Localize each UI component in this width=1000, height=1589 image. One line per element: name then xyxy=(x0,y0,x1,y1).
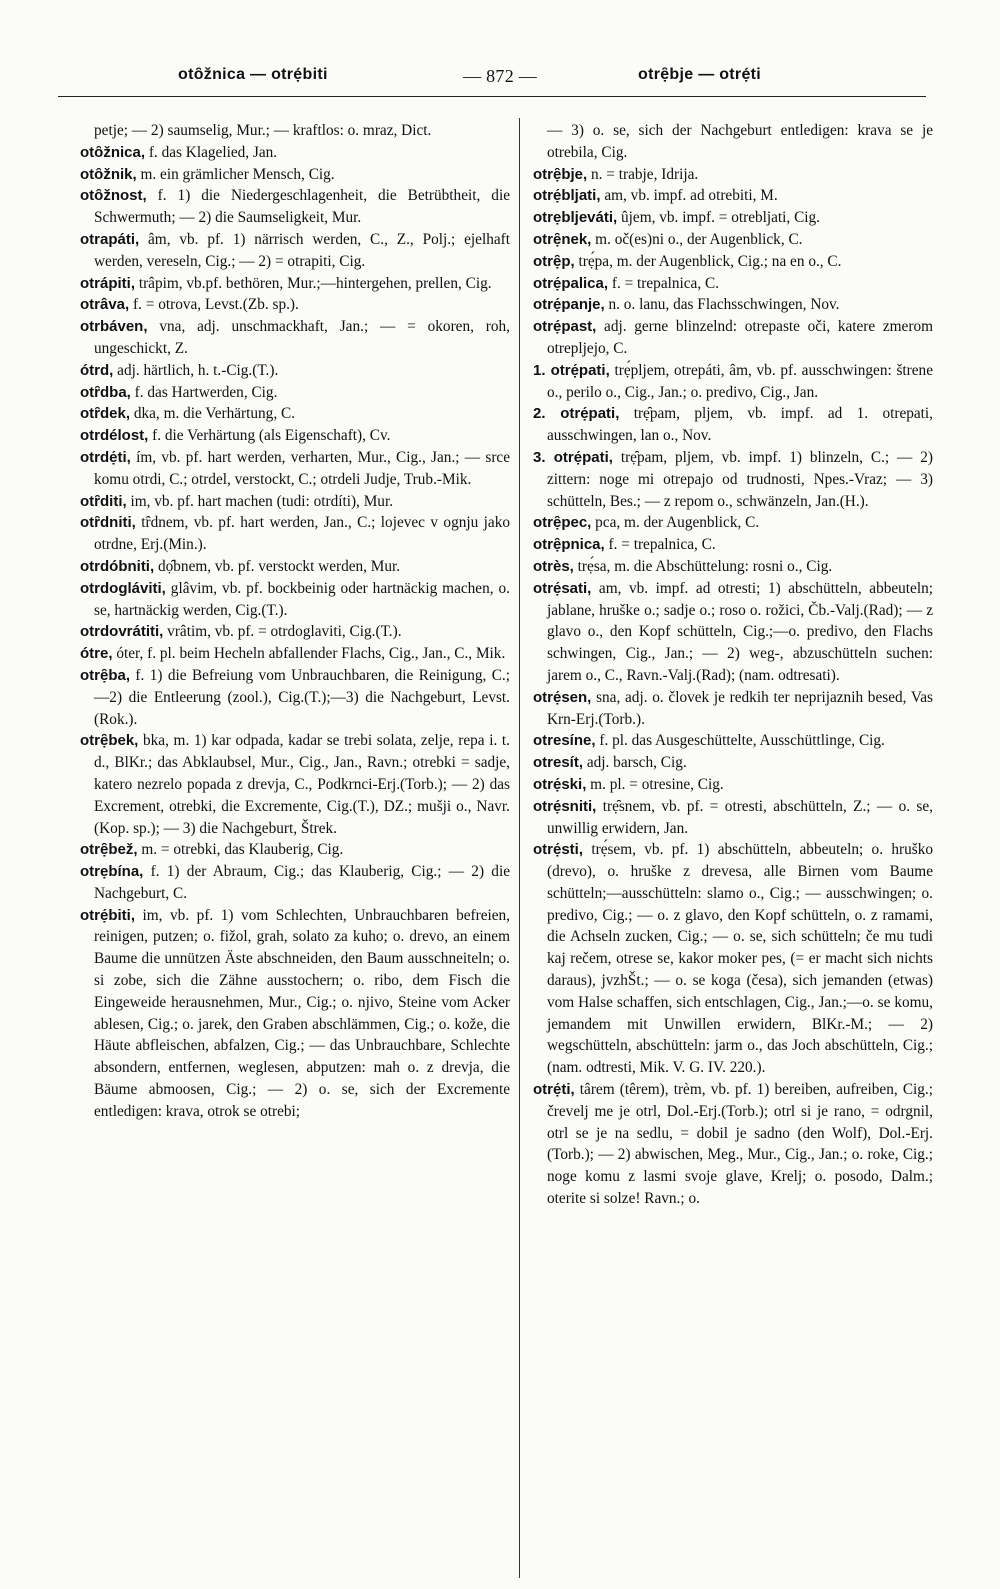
entry-definition: adj. barsch, Cig. xyxy=(583,754,687,772)
entry-definition: trẹ̑pam, pljem, vb. impf. ad 1. otrepati, ausschwingen, lan o., Nov. xyxy=(547,405,937,445)
column-divider xyxy=(519,118,520,1578)
entry-definition: vrâtim, vb. pf. = otrdoglaviti, Cig.(T.). xyxy=(163,623,402,641)
entry-headword: otrẹ́sti, xyxy=(533,841,584,859)
dictionary-entry xyxy=(533,774,933,796)
dictionary-entry xyxy=(80,730,514,839)
entry-definition: ûjem, vb. impf. = otrebljati, Cig. xyxy=(617,209,820,227)
entry-definition: m. ein grämlicher Mensch, Cig. xyxy=(136,165,335,183)
entry-headword: otrẹ́ski, xyxy=(533,775,587,793)
entry-headword: otrâva, xyxy=(80,296,130,314)
dictionary-entry xyxy=(533,294,933,316)
dictionary-entry xyxy=(80,229,514,273)
entry-headword: otȏžnik, xyxy=(80,165,137,183)
entry-definition: bka, m. 1) kar odpada, kadar se trebi solata, zelje, repa i. t. d., BlKr.; das Abklaubsel, Mur., Cig., Jan., Ravn.; otrebki = sadje, katero nezrelo popada z drevja, C., Podkrnci-Erj.(Torb.); — 2) das Excrement, otrebki, die Excremente, Cig.(T.), DZ.; mušji o., Navr.(Kop. sp.); — 3) die Nachgeburt, Štrek. xyxy=(94,732,514,837)
dictionary-entry xyxy=(80,556,510,578)
entry-headword: ótre, xyxy=(80,645,113,663)
entry-definition: trẹ́sem, vb. pf. 1) abschütteln, abbeuteln; o. hruško (drevo), o. hruške z drevesa, alle Birnen vom Baume schütteln;—ausschütteln: slamo o., Cig.; — ausschwingen; o. predivo, Cig.; — o. z glavo, den Kopf schütteln, o. z ramami, die Achseln zucken, Cig.; — o. se, sich schütteln; če mu tudi kaj rečem, otrese se, kakor moker pes, (= er macht sich nichts daraus), jvzhŠt.; — o. se koga (česa), sich jemanden (etwas) vom Halse schaffen, sich entschlagen, Cig., Jan.;—o. se komu, jemandem mit Unwillen erwidern, BlKr.-M.; — 2) wegschütteln, abschütteln: jarm o., das Joch abschütteln, Cig.; (nam. odtresti, Mik. V. G. IV. 220.). xyxy=(547,841,937,1077)
dictionary-entry xyxy=(80,120,510,142)
entry-headword: otrẹ̑bek, xyxy=(80,732,139,750)
right-column xyxy=(533,120,937,1210)
dictionary-entry xyxy=(533,403,937,447)
header-right-guide-words: otrẹ̑bje — otrẹ́ti xyxy=(638,66,762,83)
entry-definition: dọ̑bnem, vb. pf. verstockt werden, Mur. xyxy=(154,557,401,575)
entry-headword: otȓdniti, xyxy=(80,514,136,532)
entry-definition: f. die Verhärtung (als Eigenschaft), Cv. xyxy=(148,427,391,445)
entry-definition: m. pl. = otresine, Cig. xyxy=(586,775,724,793)
entry-definition: am, vb. impf. ad otrebiti, M. xyxy=(600,187,778,205)
entry-definition: f. das Klagelied, Jan. xyxy=(145,143,278,161)
dictionary-entry xyxy=(533,316,937,360)
dictionary-entry xyxy=(533,730,933,752)
entry-definition: óter, f. pl. beim Hecheln abfallender Flachs, Cig., Jan., C., Mik. xyxy=(112,645,506,663)
dictionary-entry xyxy=(80,403,510,425)
dictionary-entry xyxy=(80,382,510,404)
entry-headword: otrdogláviti, xyxy=(80,579,166,597)
dictionary-entry xyxy=(80,185,514,229)
dictionary-entry xyxy=(80,164,510,186)
dictionary-entry xyxy=(80,360,510,382)
entry-headword: otrẹ̑bje, xyxy=(533,165,588,183)
entry-definition: dka, m. die Verhärtung, C. xyxy=(130,405,295,423)
entry-headword: otrdovrátiti, xyxy=(80,623,164,641)
entry-definition: pca, m. der Augenblick, C. xyxy=(591,514,760,532)
dictionary-entry xyxy=(80,665,510,730)
dictionary-entry xyxy=(533,273,933,295)
entry-definition: târem (têrem), trèm, vb. pf. 1) bereiben, aufreiben, Cig.; črevelj me je otrl, Dol.-Erj.(Torb.); otrl si je rano, = odrgnil, otrl se je na sedlu, = dobil je sadno (den Wolf), Dol.-Erj.(Torb.); — 2) abwischen, Meg., Mur., Cig., Jan.; o. roke, Cig.; noge komu z lasmi svoje glave, Krelj; o. posodo, Dalm.; oterite si solze! Ravn.; o. xyxy=(547,1081,937,1208)
dictionary-entry xyxy=(80,578,514,622)
entry-definition: sna, adj. o. človek je redkih ter neprijaznih besed, Vas Krn-Erj.(Torb.). xyxy=(547,688,937,728)
entry-headword: 2. otrẹ́pati, xyxy=(533,405,620,423)
left-column xyxy=(80,120,514,1123)
entry-definition: f. 1) die Befreiung vom Unbrauchbaren, die Reinigung, C.;—2) die Entleerung (zool.), Cig.(T.);—3) die Nachgeburt, Levst.(Rok.). xyxy=(94,666,510,728)
dictionary-entry xyxy=(80,316,514,360)
header-rule xyxy=(58,96,926,97)
entry-headword: otrapáti, xyxy=(80,230,140,248)
dictionary-entry xyxy=(80,861,514,905)
entry-headword: otȏžnica, xyxy=(80,143,146,161)
dictionary-entry xyxy=(533,447,937,512)
entry-definition: n. o. lanu, das Flachsschwingen, Nov. xyxy=(604,296,840,314)
dictionary-entry xyxy=(533,360,937,404)
entry-headword: otrẹ̑pnica, xyxy=(533,536,605,554)
dictionary-entry xyxy=(80,512,514,556)
entry-headword: otrẹ́palica, xyxy=(533,274,609,292)
entry-definition: f. = trepalnica, C. xyxy=(608,274,720,292)
entry-definition: im, vb. pf. hart machen (tudi: otrdíti), Mur. xyxy=(126,492,394,510)
dictionary-entry xyxy=(533,839,937,1079)
entry-headword: 1. otrẹ́pati, xyxy=(533,361,610,379)
entry-headword: otrẹ́sati, xyxy=(533,579,592,597)
entry-definition: petje; — 2) saumselig, Mur.; — kraftlos: o. mraz, Dict. xyxy=(94,122,432,139)
dictionary-entry xyxy=(533,512,933,534)
entry-headword: otȓdek, xyxy=(80,405,131,423)
entry-headword: otrdẹ́ti, xyxy=(80,448,131,466)
entry-headword: otrẹ̑ba, xyxy=(80,666,131,684)
entry-headword: otrẹ́biti, xyxy=(80,906,135,924)
dictionary-entry xyxy=(533,1079,937,1210)
dictionary-entry xyxy=(533,534,933,556)
entry-definition: f. 1) der Abraum, Cig.; das Klauberig, Cig.; — 2) die Nachgeburt, C. xyxy=(94,863,514,902)
entry-definition: f. das Hartwerden, Cig. xyxy=(130,383,278,401)
entry-headword: otrẹ̑p, xyxy=(533,252,575,270)
entry-definition: trẹ̑pam, pljem, vb. impf. 1) blinzeln, C.; — 2) zittern: noge mi otrepajo od trudnosti, Npes.-Vraz; — 3) schütteln, Bes.; — z repom o., schwänzeln, Jan.(H.). xyxy=(547,448,937,510)
dictionary-entry xyxy=(533,164,933,186)
entry-definition: adj. gerne blinzelnd: otrepaste oči, katere zmerom otrepljejo, C. xyxy=(547,318,937,357)
dictionary-entry xyxy=(80,621,510,643)
dictionary-entry xyxy=(533,229,933,251)
entry-headword: otrẹ́past, xyxy=(533,318,597,336)
entry-definition: im, vb. pf. 1) vom Schlechten, Unbrauchbaren befreien, reinigen, putzen; o. fižol, grah, solato za kuho; o. drevo, an einem Baume die unnützen Äste abschneiden, den Baum ausschneiteln; o. si zobe, sich die Zähne ausstochern; o. ribo, dem Fisch die Eingeweide herausnehmen, Mur., Cig.; o. njivo, Steine vom Acker ablesen, Cig.; o. jarek, den Graben abschlämmen, Cig.; o. kože, die Häute abfleischen, abfalzen, Cig.; — das Unbrauchbare, Schlechte absondern, entfernen, weglesen, abputzen: mah o. z drevja, die Bäume abmoosen, Cig.; — 2) o. se, sich der Excremente entledigen: krava, otrok se otrebi; xyxy=(94,906,514,1120)
entry-headword: otȓdba, xyxy=(80,383,131,401)
dictionary-entry xyxy=(533,556,933,578)
entry-definition: tȓdnem, vb. pf. hart werden, Jan., C.; lojevec v ognju jako otrdne, Erj.(Min.). xyxy=(94,514,514,554)
dictionary-entry xyxy=(80,294,510,316)
dictionary-entry xyxy=(533,185,933,207)
entry-headword: otrẹbína, xyxy=(80,863,144,881)
dictionary-entry xyxy=(533,120,937,164)
entry-headword: 3. otrẹ́pati, xyxy=(533,448,613,466)
dictionary-entry xyxy=(80,643,510,665)
dictionary-entry xyxy=(80,425,510,447)
entry-headword: otrdóbniti, xyxy=(80,557,155,575)
dictionary-entry xyxy=(80,273,510,295)
entry-headword: otrẹ́bljati, xyxy=(533,187,601,205)
entry-definition: — 3) o. se, sich der Nachgeburt entledigen: krava se je otrebila, Cig. xyxy=(547,122,937,161)
entry-headword: otrẹ̑nek, xyxy=(533,230,592,248)
entry-headword: otrẹ́sen, xyxy=(533,688,592,706)
entry-headword: otȓditi, xyxy=(80,492,127,510)
entry-definition: trẹ́pa, m. der Augenblick, Cig.; na en o., C. xyxy=(574,252,842,270)
entry-definition: f. = otrova, Levst.(Zb. sp.). xyxy=(129,296,299,314)
entry-definition: adj. härtlich, h. t.-Cig.(T.). xyxy=(113,361,279,379)
entry-headword: ótrd, xyxy=(80,361,114,379)
entry-definition: trẹ́pljem, otrepáti, âm, vb. pf. ausschwingen: štrene o., perilo o., Cig., Jan.; o. predivo, Cig., Jan. xyxy=(547,361,937,401)
entry-definition: f. 1) die Niedergeschlagenheit, die Betrübtheit, die Schwermuth; — 2) die Saumseligkeit, Mur. xyxy=(94,187,514,227)
entry-headword: otrẹ́sniti, xyxy=(533,797,597,815)
dictionary-entry xyxy=(533,207,933,229)
entry-headword: otrbáven, xyxy=(80,318,148,336)
entry-definition: f. = trepalnica, C. xyxy=(604,536,716,554)
entry-definition: n. = trabje, Idrija. xyxy=(587,165,699,183)
entry-headword: otrẹbljeváti, xyxy=(533,209,618,227)
entry-definition: trẹ́sa, m. die Abschüttelung: rosni o., Cig. xyxy=(573,557,833,575)
dictionary-entry xyxy=(80,447,514,491)
entry-definition: âm, vb. pf. 1) närrisch werden, C., Z., Polj.; ejelhaft werden, vereseln, Cig.; — 2) = otrapiti, Cig. xyxy=(94,230,514,270)
dictionary-entry xyxy=(80,142,510,164)
entry-definition: trẹ̑snem, vb. pf. = otresti, abschütteln, Z.; — o. se, unwillig erwidern, Jan. xyxy=(547,797,937,837)
entry-definition: trâpim, vb.pf. bethören, Mur.;—hintergehen, prellen, Cig. xyxy=(135,274,492,292)
entry-headword: otresíne, xyxy=(533,732,596,750)
entry-definition: f. pl. das Ausgeschüttelte, Ausschüttlinge, Cig. xyxy=(595,732,885,750)
entry-headword: otȏžnost, xyxy=(80,187,147,205)
entry-headword: otrẹ́ti, xyxy=(533,1081,575,1099)
entry-definition: m. = otrebki, das Klauberig, Cig. xyxy=(137,841,344,859)
header-left-guide-words: otȏžnica — otrẹ́biti xyxy=(178,66,328,83)
entry-definition: ím, vb. pf. hart werden, verharten, Mur., Cig., Jan.; — srce komu otrdi, C.; otrdel, verstockt, C.; otrdeli Judje, Trub.-Mik. xyxy=(94,448,514,488)
entry-definition: am, vb. impf. ad otresti; 1) abschütteln, abbeuteln; jablane, hruške o.; sadje o.; roso o. rožici, Čb.-Valj.(Rad); — z glavo o., den Kopf schütteln, Cig.;—o. predivo, den Flachs schwingen, Cig., Jan.; — 2) weg-, abzuschütteln suchen: jarem o., C., Ravn.-Valj.(Rad); (nam. odtresati). xyxy=(547,579,937,684)
entry-headword: otresít, xyxy=(533,754,584,772)
dictionary-entry xyxy=(533,687,937,731)
dictionary-entry xyxy=(80,839,510,861)
entry-headword: otrdélost, xyxy=(80,427,149,445)
entry-definition: glâvim, vb. pf. bockbeinig oder hartnäckig machen, o. se, hartnäckig werden, Cig.(T.). xyxy=(94,579,514,619)
entry-headword: otrẹ́panje, xyxy=(533,296,605,314)
dictionary-entry xyxy=(533,251,933,273)
dictionary-entry xyxy=(80,905,514,1123)
entry-headword: otrẹ̑bež, xyxy=(80,841,138,859)
entry-definition: vna, adj. unschmackhaft, Jan.; — = okoren, roh, ungeschickt, Z. xyxy=(94,318,514,357)
entry-headword: otrès, xyxy=(533,557,574,575)
entry-definition: m. oč(es)ni o., der Augenblick, C. xyxy=(591,230,803,248)
dictionary-entry xyxy=(533,578,937,687)
entry-headword: otrápiti, xyxy=(80,274,135,292)
running-header xyxy=(58,58,926,96)
dictionary-entry xyxy=(533,752,933,774)
dictionary-entry xyxy=(533,796,937,840)
dictionary-entry xyxy=(80,491,510,513)
page-number: — 872 — xyxy=(463,66,538,86)
entry-headword: otrẹ̑pec, xyxy=(533,514,592,532)
